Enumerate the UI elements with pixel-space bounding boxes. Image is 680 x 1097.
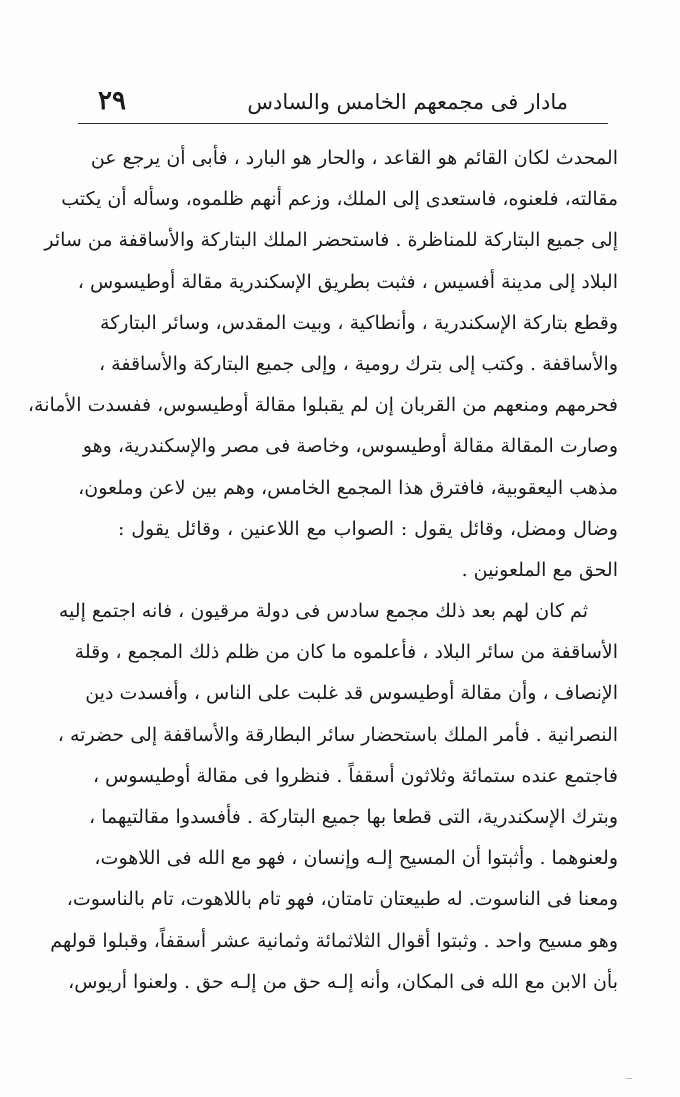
text-line: مقالته، فلعنوه، فاستعدى إلى الملك، وزعم أنهم ظلموه، وسأله أن يكتب: [61, 188, 618, 211]
text-line: الأساقفة من سائر البلاد ، فأعلموه ما كان من ظلم ذلك المجمع ، وقلة: [74, 641, 618, 664]
running-title: مادار فى مجمعهم الخامس والسادس: [247, 90, 568, 114]
text-line: فاجتمع عنده ستمائة وثلاثون أسقفاً . فنظروا فى مقالة أوطيسوس ،: [92, 764, 618, 787]
text-line: فحرمهم ومنعهم من القربان إن لم يقبلوا مقالة أوطيسوس، ففسدت الأمانة،: [27, 394, 618, 417]
body-text: [27, 138, 618, 1003]
text-line: ولعنوهما . وأثبتوا أن المسيح إلـه وإنسان ، فهو مع الله فى اللاهوت،: [94, 847, 618, 870]
text-line: وبترك الإسكندرية، التى قطعا بها جميع البتاركة . فأفسدوا مقالتيهما ،: [88, 806, 618, 828]
page-header: [78, 82, 608, 122]
text-line: ومعنا فى الناسوت. له طبيعتان تامتان، فهو تام باللاهوت، تام بالناسوت،: [66, 888, 618, 911]
text-line: الإنصاف ، وأن مقالة أوطيسوس قد غلبت على الناس ، وأفسدت دين: [85, 682, 618, 705]
scan-mark: [626, 1078, 632, 1079]
text-line: والأساقفة . وكتب إلى بترك رومية ، وإلى جميع البتاركة والأساقفة ،: [98, 352, 618, 375]
text-line: المحدث لكان القائم هو القاعد ، والحار هو البارد ، فأبى أن يرجع عن: [90, 147, 618, 169]
text-line: وقطع بتاركة الإسكندرية ، وأنطاكية ، وبيت المقدس، وسائر البتاركة: [100, 311, 618, 334]
text-line: وضال ومضل، وقائل يقول : الصواب مع اللاعنين ، وقائل يقول :: [118, 517, 618, 540]
paragraph-start-line: ثم كان لهم بعد ذلك مجمع سادس فى دولة مرقيون ، فانه اجتمع إليه: [58, 600, 588, 623]
text-line: مذهب اليعقوبية، فافترق هذا المجمع الخامس، وهم بين لاعن وملعون،: [78, 476, 618, 499]
text-line: البلاد إلى مدينة أفسيس ، فثبت بطريق الإسكندرية مقالة أوطيسوس ،: [77, 270, 618, 293]
text-line: النصرانية . فأمر الملك باستحضار سائر البطارقة والأساقفة إلى حضرته ،: [57, 723, 618, 746]
text-line: وهو مسيح واحد . وثبتوا أقوال الثلاثمائة وثمانية عشر أسقفاً، وقبلوا قولهم: [50, 929, 618, 952]
header-rule: [78, 123, 608, 124]
paragraph-end-line: الحق مع الملعونين .: [461, 558, 618, 581]
text-line: إلى جميع البتاركة للمناظرة . فاستحضر الملك البتاركة والأساقفة من سائر: [44, 229, 618, 252]
page-number: ٢٩: [98, 86, 126, 116]
text-line: بأن الابن مع الله فى المكان، وأنه إلـه حق من إلـه حق . ولعنوا أريوس،: [68, 970, 618, 993]
text-line: وصارت المقالة مقالة أوطيسوس، وخاصة فى مصر والإسكندرية، وهو: [82, 435, 618, 458]
